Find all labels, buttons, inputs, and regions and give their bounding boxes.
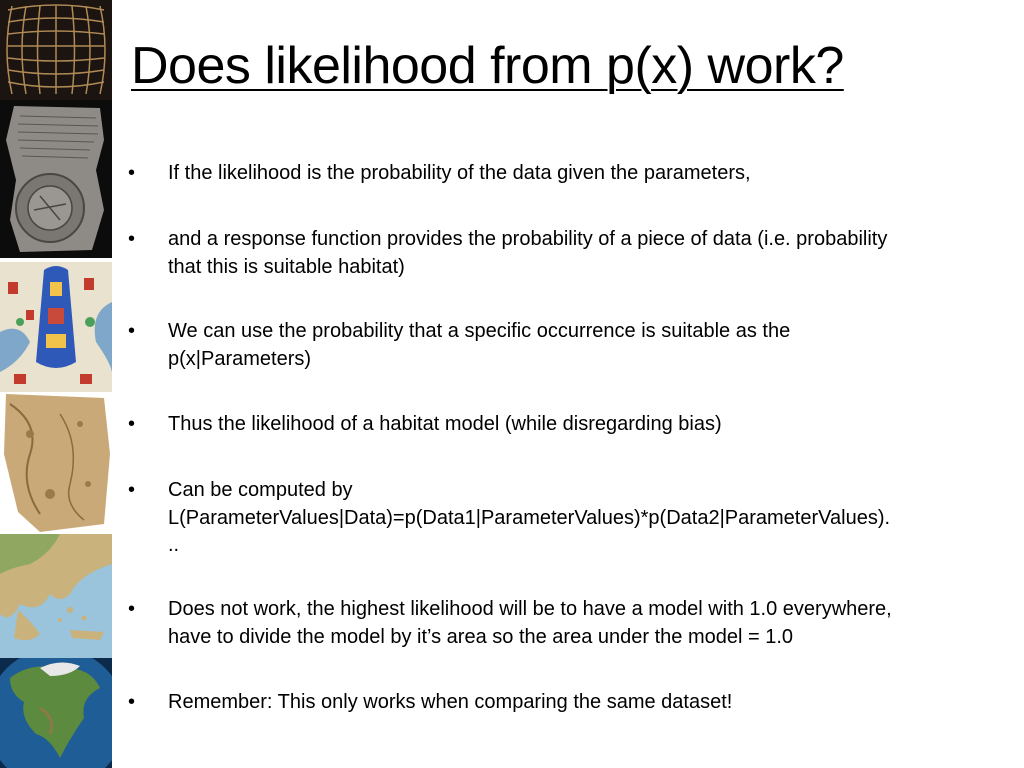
bullet-text: Thus the likelihood of a habitat model (while disregarding bias) [168,413,722,435]
bullet-text: Can be computed by L(ParameterValues|Data)=p(Data1|ParameterValues)*p(Data2|ParameterValues). .. [168,479,891,556]
bullet-marker: • [128,162,136,184]
clay-tablet-map-icon [0,100,112,258]
bullet-text: Does not work, the highest likelihood will be to have a model with 1.0 everywhere, have to divide the model by it’s area so the area under the model = 1.0 [168,598,892,648]
bullet-text: Remember: This only works when comparing the same dataset! [168,691,733,713]
map-thumbnail-sidebar [0,0,112,768]
slide-title: Does likelihood from p(x) work? [131,37,844,95]
bullet-text: We can use the probability that a specific occurrence is suitable as the p(x|Parameters) [168,320,791,370]
bullet-text: If the likelihood is the probability of the data given the parameters, [168,162,751,184]
bullet-text: and a response function provides the probability of a piece of data (i.e. probability that this is suitable habitat) [168,228,888,278]
greece-relief-map-icon [0,534,112,658]
bullet-marker: • [128,691,136,713]
parchment-map-icon [0,394,112,534]
bullet-marker: • [128,320,136,342]
grid-map-icon [0,0,112,100]
bullet-marker: • [128,413,136,435]
north-america-globe-icon [0,658,112,768]
bullet-marker: • [128,228,136,250]
bullet-marker: • [128,479,136,501]
medieval-map-icon [0,262,112,392]
bullet-marker: • [128,598,136,620]
